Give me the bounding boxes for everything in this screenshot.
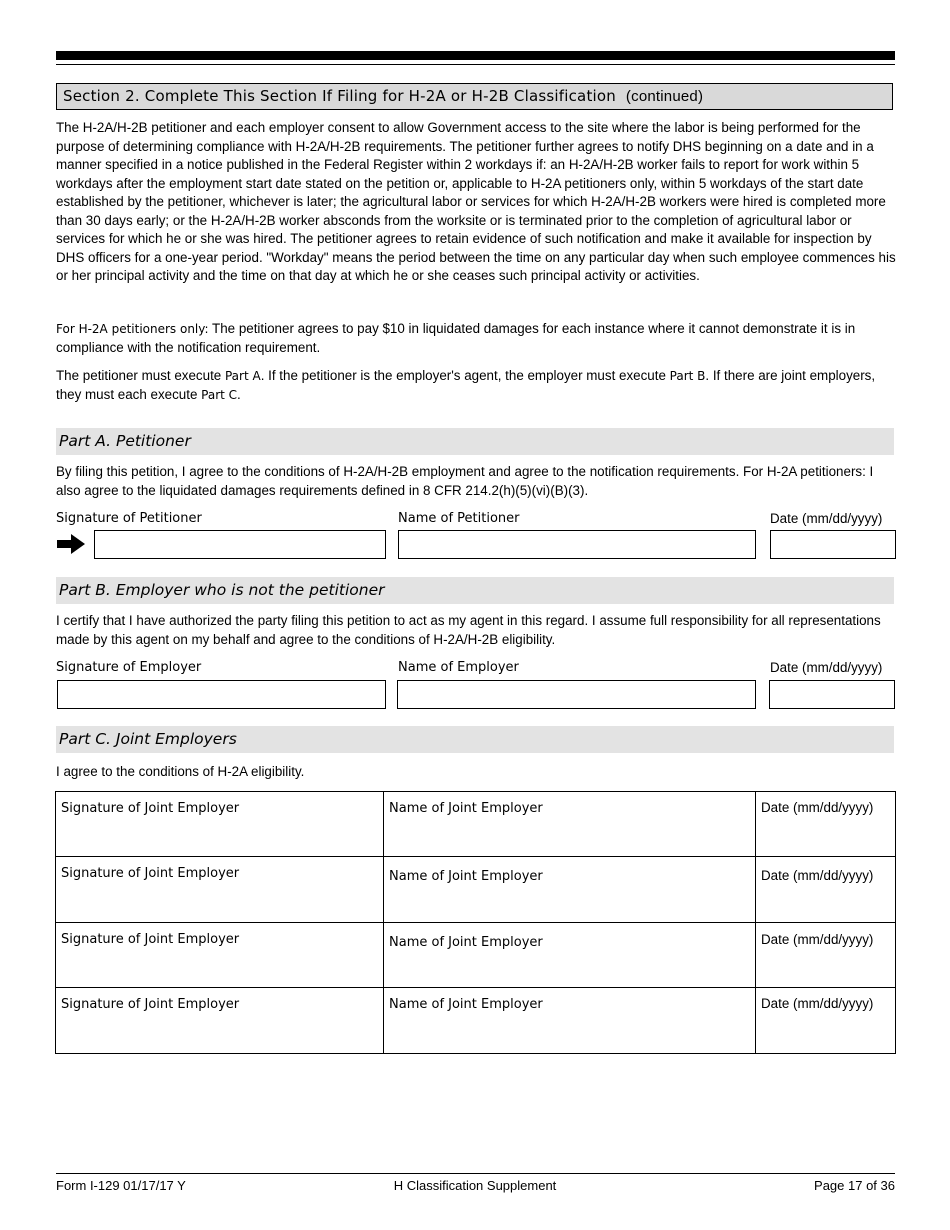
petitioner-date-label: Date (mm/dd/yyyy) — [770, 511, 883, 526]
petitioner-date-field[interactable] — [770, 530, 896, 559]
footer-page-number: Page 17 of 36 — [814, 1178, 895, 1193]
joint-employer-row — [56, 857, 896, 923]
execution-paragraph: The petitioner must execute Part A. If the petitioner is the employer's agent, the employer must execute Part B. If there are joint employers, they must each execute Part C. — [56, 368, 876, 402]
joint-employer-signature-cell[interactable]: Signature of Joint Employer — [56, 857, 384, 923]
employer-date-field[interactable] — [769, 680, 895, 709]
footer-form-id: Form I-129 01/17/17 Y — [56, 1178, 186, 1193]
part-c-ref: Part C — [201, 387, 238, 402]
joint-employer-signature-cell[interactable]: Signature of Joint Employer — [56, 988, 384, 1054]
part-a-text: By filing this petition, I agree to the conditions of H-2A/H-2B employment and agree to the notification requirements. For H-2A petitioners: I also agree to the liquidated damages requirements defined in 8 CFR 214.2(h)(5)(vi)(B)(3). — [56, 464, 874, 498]
consent-paragraph: The H-2A/H-2B petitioner and each employer consent to allow Government access to the site where the labor is being performed for the purpose of determining compliance with H-2A/H-2B requirements. The petitioner further agrees to notify DHS beginning on a date and in a manner specified in a notice published in the Federal Register within 2 workdays if: an H-2A/H-2B worker fails to report for work within 5 workdays after the employment start date stated on the petition or, applicable to H-2A petitioners only, within 5 workdays of the start date established by the petitioner, whichever is later; the agricultural labor or services for which H-2A/H-2B workers were hired is completed more than 30 days early; or the H-2A/H-2B worker absconds from the worksite or is terminated prior to the completion of agricultural labor or services for which he or she was hired. The petitioner agrees to retain evidence of such notification and make it available for inspection by DHS officers for a one-year period. "Workday" means the period between the time on any particular day when such employee commences his or her principal activity and the time on that day at which he or she ceases such principal activity or activities. — [56, 120, 896, 283]
section-title: Section 2. Complete This Section If Filing for H-2A or H-2B Classification — [63, 87, 616, 105]
joint-employer-name-cell[interactable]: Name of Joint Employer — [384, 923, 756, 988]
petitioner-name-field[interactable] — [398, 530, 756, 559]
joint-employer-signature-cell[interactable]: Signature of Joint Employer — [56, 923, 384, 988]
joint-employer-name-cell[interactable]: Name of Joint Employer — [384, 988, 756, 1054]
petitioner-signature-label: Signature of Petitioner — [56, 511, 202, 526]
top-rule-thick — [56, 51, 895, 60]
petitioner-name-label: Name of Petitioner — [398, 511, 520, 526]
top-rule-thin — [56, 64, 895, 65]
h2a-damages-paragraph: For H-2A petitioners only: The petitioner agrees to pay $10 in liquidated damages for each instance where it cannot demonstrate it is in compliance with the notification requirement. — [56, 321, 856, 355]
petitioner-signature-field[interactable] — [94, 530, 386, 559]
part-b-ref: Part B — [669, 369, 706, 383]
joint-employers-table — [55, 791, 896, 1054]
employer-date-label: Date (mm/dd/yyyy) — [770, 660, 883, 675]
joint-employer-date-cell[interactable]: Date (mm/dd/yyyy) — [756, 988, 896, 1054]
joint-employer-row — [56, 988, 896, 1054]
part-b-text: I certify that I have authorized the party filing this petition to act as my agent in this regard. I assume full responsibility for all representations made by this agent on my behalf and agree to the conditions of H-2A/H-2B eligibility. — [56, 613, 881, 647]
joint-employer-date-cell[interactable]: Date (mm/dd/yyyy) — [756, 792, 896, 857]
joint-employer-date-cell[interactable]: Date (mm/dd/yyyy) — [756, 923, 896, 988]
part-a-heading: Part A. Petitioner — [56, 428, 894, 455]
footer-rule — [56, 1173, 895, 1174]
footer-title: H Classification Supplement — [393, 1178, 557, 1193]
joint-employer-row — [56, 923, 896, 988]
part-a-ref: Part A — [224, 369, 261, 383]
section-title-suffix: (continued) — [625, 88, 704, 105]
part-c-heading: Part C. Joint Employers — [56, 726, 894, 753]
joint-employer-row — [56, 792, 896, 857]
joint-employer-name-cell[interactable]: Name of Joint Employer — [384, 857, 756, 923]
joint-employer-signature-cell[interactable]: Signature of Joint Employer — [56, 792, 384, 857]
h2a-only-lead: For H-2A petitioners only: — [56, 322, 209, 336]
employer-name-label: Name of Employer — [398, 660, 519, 675]
right-arrow-icon — [57, 534, 85, 554]
joint-employer-date-cell[interactable]: Date (mm/dd/yyyy) — [756, 857, 896, 923]
part-c-text: I agree to the conditions of H-2A eligibility. — [56, 764, 305, 779]
employer-signature-label: Signature of Employer — [56, 660, 202, 675]
employer-signature-field[interactable] — [57, 680, 386, 709]
employer-name-field[interactable] — [397, 680, 756, 709]
section-heading — [56, 83, 893, 110]
joint-employer-name-cell[interactable]: Name of Joint Employer — [384, 792, 756, 857]
part-b-heading: Part B. Employer who is not the petitioner — [56, 577, 894, 604]
